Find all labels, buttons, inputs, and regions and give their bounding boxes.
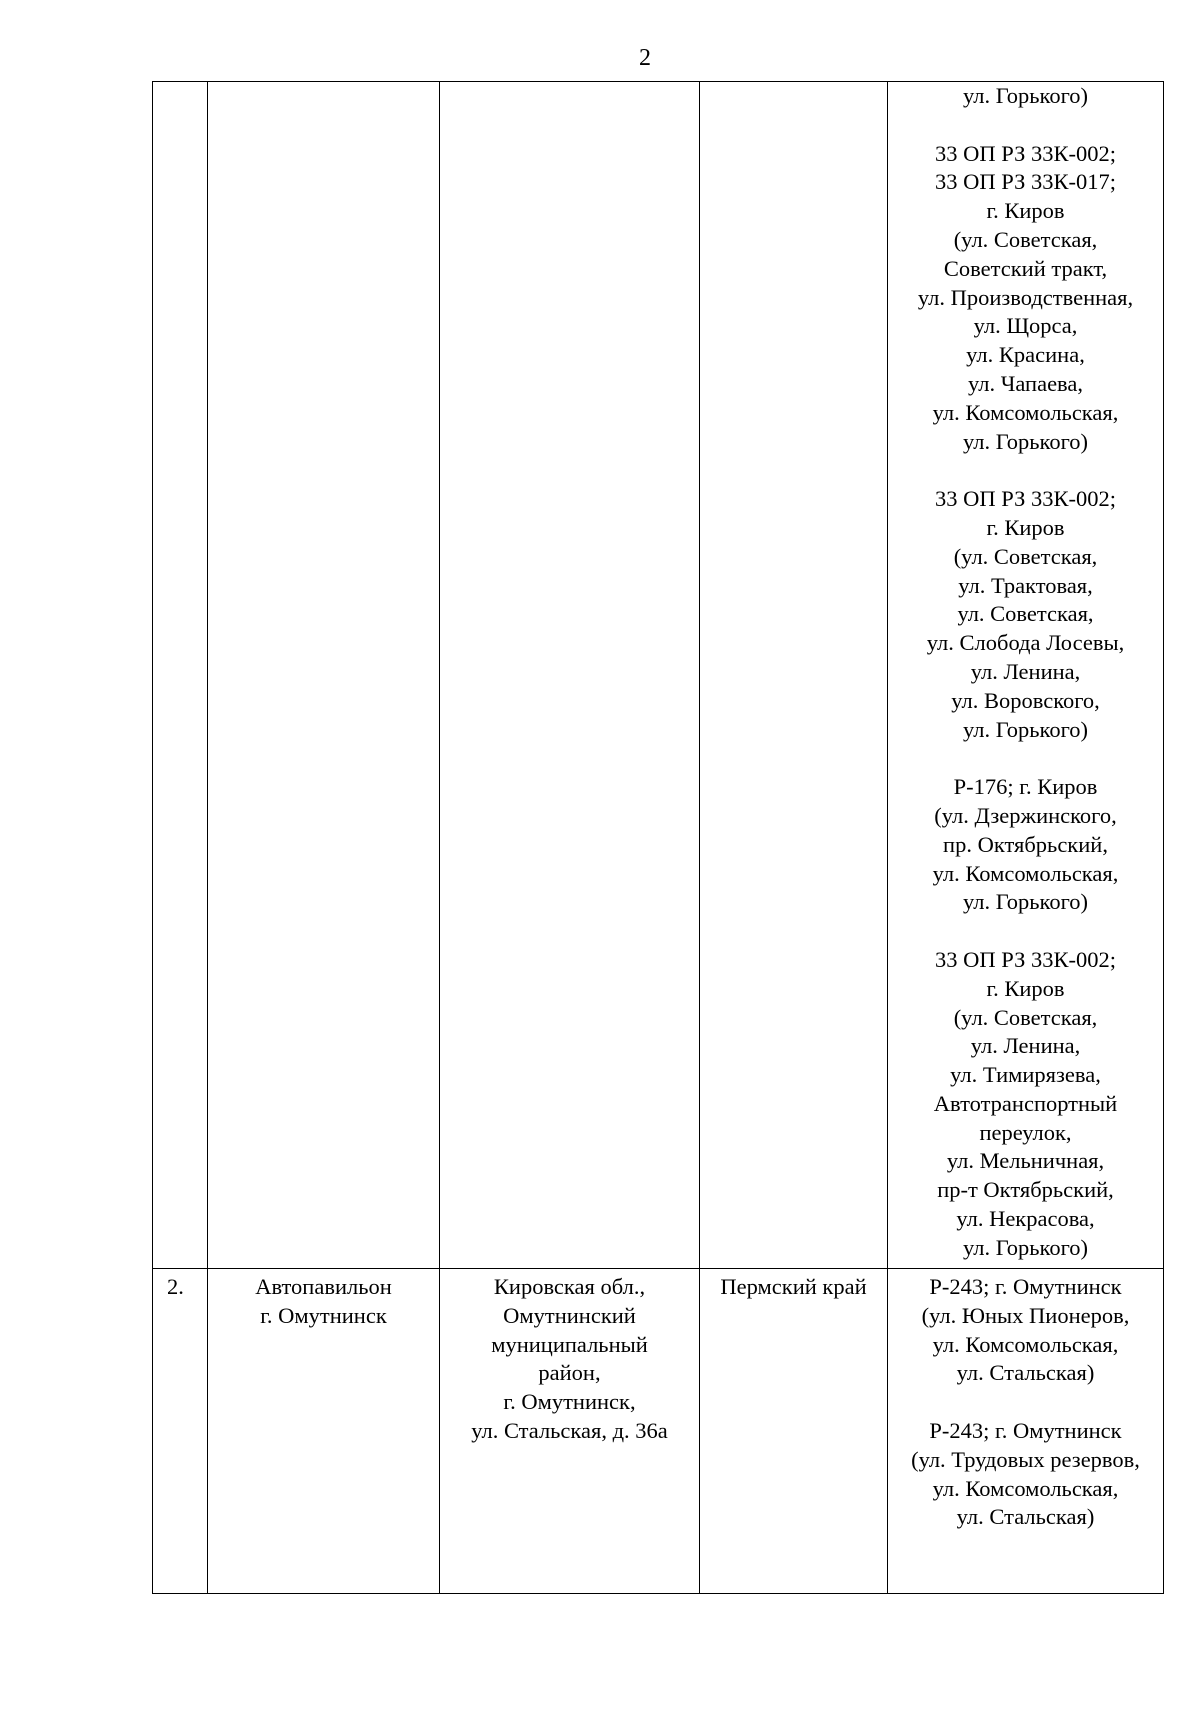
route-line: г. Киров: [986, 514, 1065, 540]
route-line: (ул. Советская,: [953, 1004, 1098, 1030]
route-line: ул. Чапаева,: [967, 370, 1083, 396]
route-line: 33 ОП РЗ 33К-017;: [935, 169, 1116, 195]
route-line: Автотранспортный: [933, 1090, 1118, 1116]
route-line: ул. Горького): [963, 1234, 1088, 1260]
route-line: ул. Щорса,: [973, 313, 1078, 339]
route-line: ул. Горького): [963, 889, 1088, 915]
route-block: [894, 485, 1157, 744]
cell-region: [700, 82, 888, 1269]
route-line: пр-т Октябрьский,: [937, 1177, 1114, 1203]
route-line: ул. Стальская): [956, 1504, 1095, 1530]
address-line: Омутнинский: [503, 1302, 636, 1328]
route-block: [894, 1417, 1157, 1532]
page-number: 2: [639, 45, 651, 71]
route-line: ул. Горького): [963, 428, 1088, 454]
cell-number: 2.: [153, 1269, 208, 1594]
station-name-line: г. Омутнинск: [260, 1302, 387, 1328]
cell-address: [440, 82, 700, 1269]
address-line: Кировская обл.,: [493, 1274, 646, 1299]
route-line: ул. Воровского,: [951, 687, 1100, 713]
route-line: г. Киров: [986, 975, 1065, 1001]
route-line: ул. Комсомольская,: [932, 1475, 1119, 1501]
route-line: переулок,: [979, 1119, 1072, 1145]
address-line: г. Омутнинск,: [503, 1389, 636, 1415]
route-line: (ул. Юных Пионеров,: [921, 1302, 1130, 1328]
route-line: пр. Октябрьский,: [943, 831, 1108, 857]
route-line: (ул. Советская,: [953, 543, 1098, 569]
route-line: Советский тракт,: [943, 255, 1108, 281]
route-line: Р-243; г. Омутнинск: [929, 1417, 1122, 1443]
route-line: ул. Слобода Лосевы,: [926, 630, 1125, 656]
cell-station-name: [208, 82, 440, 1269]
cell-region: Пермский край: [700, 1269, 888, 1594]
stations-table: [152, 81, 1164, 1594]
address-line: муниципальный: [491, 1331, 648, 1357]
route-line: ул. Ленина,: [970, 1033, 1081, 1059]
route-line: (ул. Советская,: [953, 226, 1098, 252]
route-line: ул. Производственная,: [917, 284, 1134, 310]
route-line: 33 ОП РЗ 33К-002;: [935, 486, 1116, 512]
route-line: ул. Некрасова,: [956, 1206, 1095, 1232]
route-block: [894, 1273, 1157, 1388]
route-line: ул. Комсомольская,: [932, 1331, 1119, 1357]
route-block: [894, 773, 1157, 917]
cell-address: [440, 1269, 700, 1594]
route-line: ул. Горького): [963, 83, 1088, 108]
route-line: (ул. Трудовых резервов,: [911, 1446, 1140, 1472]
route-line: ул. Мельничная,: [946, 1148, 1105, 1174]
route-line: 33 ОП РЗ 33К-002;: [935, 946, 1116, 972]
route-line: ул. Трактовая,: [958, 572, 1093, 598]
route-block: [894, 946, 1157, 1263]
route-block: [894, 140, 1157, 457]
route-line: г. Киров: [986, 198, 1065, 224]
route-line: ул. Стальская): [956, 1360, 1095, 1386]
table-row: [153, 82, 1164, 1269]
route-line: ул. Тимирязева,: [950, 1062, 1101, 1088]
route-line: ул. Комсомольская,: [932, 860, 1119, 886]
route-line: ул. Советская,: [957, 601, 1094, 627]
cell-routes: [888, 1269, 1164, 1594]
table-row: [153, 1269, 1164, 1594]
cell-routes: [888, 82, 1164, 1269]
route-line: ул. Горького): [963, 716, 1088, 742]
station-name-line: Автопавильон: [255, 1274, 392, 1299]
cell-station-name: [208, 1269, 440, 1594]
route-line: Р-176; г. Киров: [953, 774, 1098, 800]
address-line: ул. Стальская, д. 36а: [471, 1417, 668, 1443]
address-line: район,: [538, 1360, 601, 1386]
route-line: ул. Красина,: [966, 342, 1085, 368]
route-line: 33 ОП РЗ 33К-002;: [935, 140, 1116, 166]
route-line: Р-243; г. Омутнинск: [929, 1274, 1122, 1299]
route-block: [894, 82, 1157, 111]
route-line: ул. Ленина,: [970, 658, 1081, 684]
route-line: ул. Комсомольская,: [932, 399, 1119, 425]
route-line: (ул. Дзержинского,: [934, 802, 1117, 828]
cell-number: [153, 82, 208, 1269]
